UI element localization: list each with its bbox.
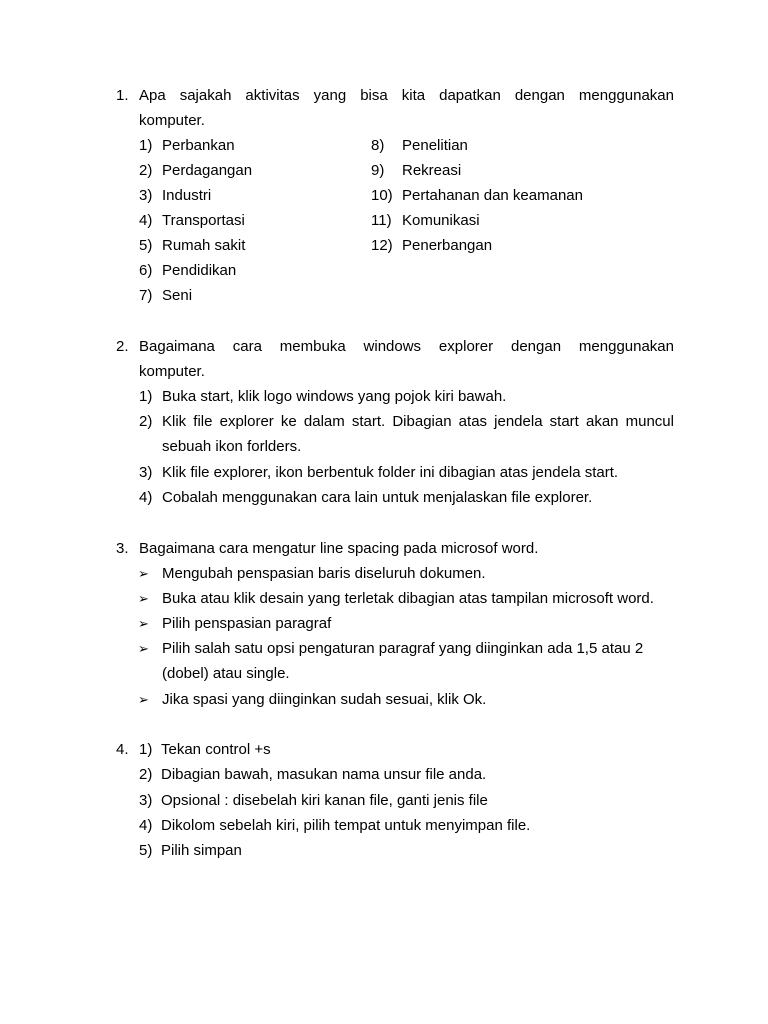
list-item-continued: (dobel) atau single. [162, 665, 290, 682]
bullet-arrow-icon: ➢ [138, 641, 149, 656]
list-item: Industri [162, 187, 212, 204]
list-number: 3) [139, 792, 153, 809]
list-item: Perbankan [162, 137, 235, 154]
list-item: Penerbangan [402, 237, 493, 254]
list-item: Pilih salah satu opsi pengaturan paragraf yang diinginkan ada 1,5 atau 2 [162, 640, 644, 657]
bullet-arrow-icon: ➢ [138, 616, 149, 631]
list-number: 2) [139, 766, 153, 783]
list-item: Rumah sakit [162, 237, 246, 254]
list-number: 1) [139, 388, 153, 405]
list-item: Perdagangan [162, 162, 253, 179]
question-text: Apa sajakah aktivitas yang bisa kita dapatkan dengan menggunakan [139, 87, 674, 104]
list-item: Pendidikan [162, 262, 237, 279]
list-number: 1) [139, 137, 153, 154]
bullet-arrow-icon: ➢ [138, 566, 149, 581]
list-number: 1) [139, 741, 153, 758]
question-text-continued: komputer. [139, 112, 205, 129]
question-text: Bagaimana cara membuka windows explorer dengan menggunakan [139, 338, 674, 355]
list-item: Klik file explorer, ikon berbentuk folder ini dibagian atas jendela start. [162, 464, 619, 481]
list-item: Penelitian [402, 137, 468, 154]
list-item: Rekreasi [402, 162, 462, 179]
list-item: Buka atau klik desain yang terletak dibagian atas tampilan microsoft word. [162, 590, 654, 607]
list-number: 4) [139, 212, 153, 229]
list-item: Komunikasi [402, 212, 480, 229]
list-item: Transportasi [162, 212, 245, 229]
question-number: 1. [116, 87, 129, 104]
list-item: Jika spasi yang diinginkan sudah sesuai, klik Ok. [162, 691, 487, 708]
list-number: 4) [139, 817, 153, 834]
list-number: 4) [139, 489, 153, 506]
list-number: 11) [371, 212, 392, 229]
bullet-arrow-icon: ➢ [138, 692, 149, 707]
list-number: 3) [139, 464, 153, 481]
list-item-continued: sebuah ikon forlders. [162, 438, 302, 455]
list-number: 5) [139, 842, 153, 859]
list-item: Dibagian bawah, masukan nama unsur file anda. [161, 766, 487, 783]
list-item: Seni [162, 287, 193, 304]
list-item: Buka start, klik logo windows yang pojok kiri bawah. [162, 388, 507, 405]
list-item: Opsional : disebelah kiri kanan file, ganti jenis file [161, 792, 488, 809]
list-item: Klik file explorer ke dalam start. Dibagian atas jendela start akan muncul [162, 413, 674, 430]
list-item: Pertahanan dan keamanan [402, 187, 583, 204]
question-text-continued: komputer. [139, 363, 205, 380]
list-item: Cobalah menggunakan cara lain untuk menjalaskan file explorer. [162, 489, 593, 506]
list-number: 6) [139, 262, 153, 279]
question-number: 3. [116, 540, 129, 557]
list-item: Dikolom sebelah kiri, pilih tempat untuk menyimpan file. [161, 817, 531, 834]
list-number: 10) [371, 187, 393, 204]
list-number: 2) [139, 162, 153, 179]
question-text: Bagaimana cara mengatur line spacing pada microsof word. [139, 540, 539, 557]
list-number: 5) [139, 237, 153, 254]
question-number: 2. [116, 338, 129, 355]
list-number: 7) [139, 287, 153, 304]
list-number: 2) [139, 413, 153, 430]
list-number: 3) [139, 187, 153, 204]
list-item: Pilih penspasian paragraf [162, 615, 332, 632]
list-number: 9) [371, 162, 385, 179]
bullet-arrow-icon: ➢ [138, 591, 149, 606]
question-number: 4. [116, 741, 129, 758]
list-number: 8) [371, 137, 385, 154]
list-item: Tekan control +s [161, 741, 271, 758]
list-number: 12) [371, 237, 393, 254]
list-item: Pilih simpan [161, 842, 242, 859]
list-item: Mengubah penspasian baris diseluruh dokumen. [162, 565, 486, 582]
